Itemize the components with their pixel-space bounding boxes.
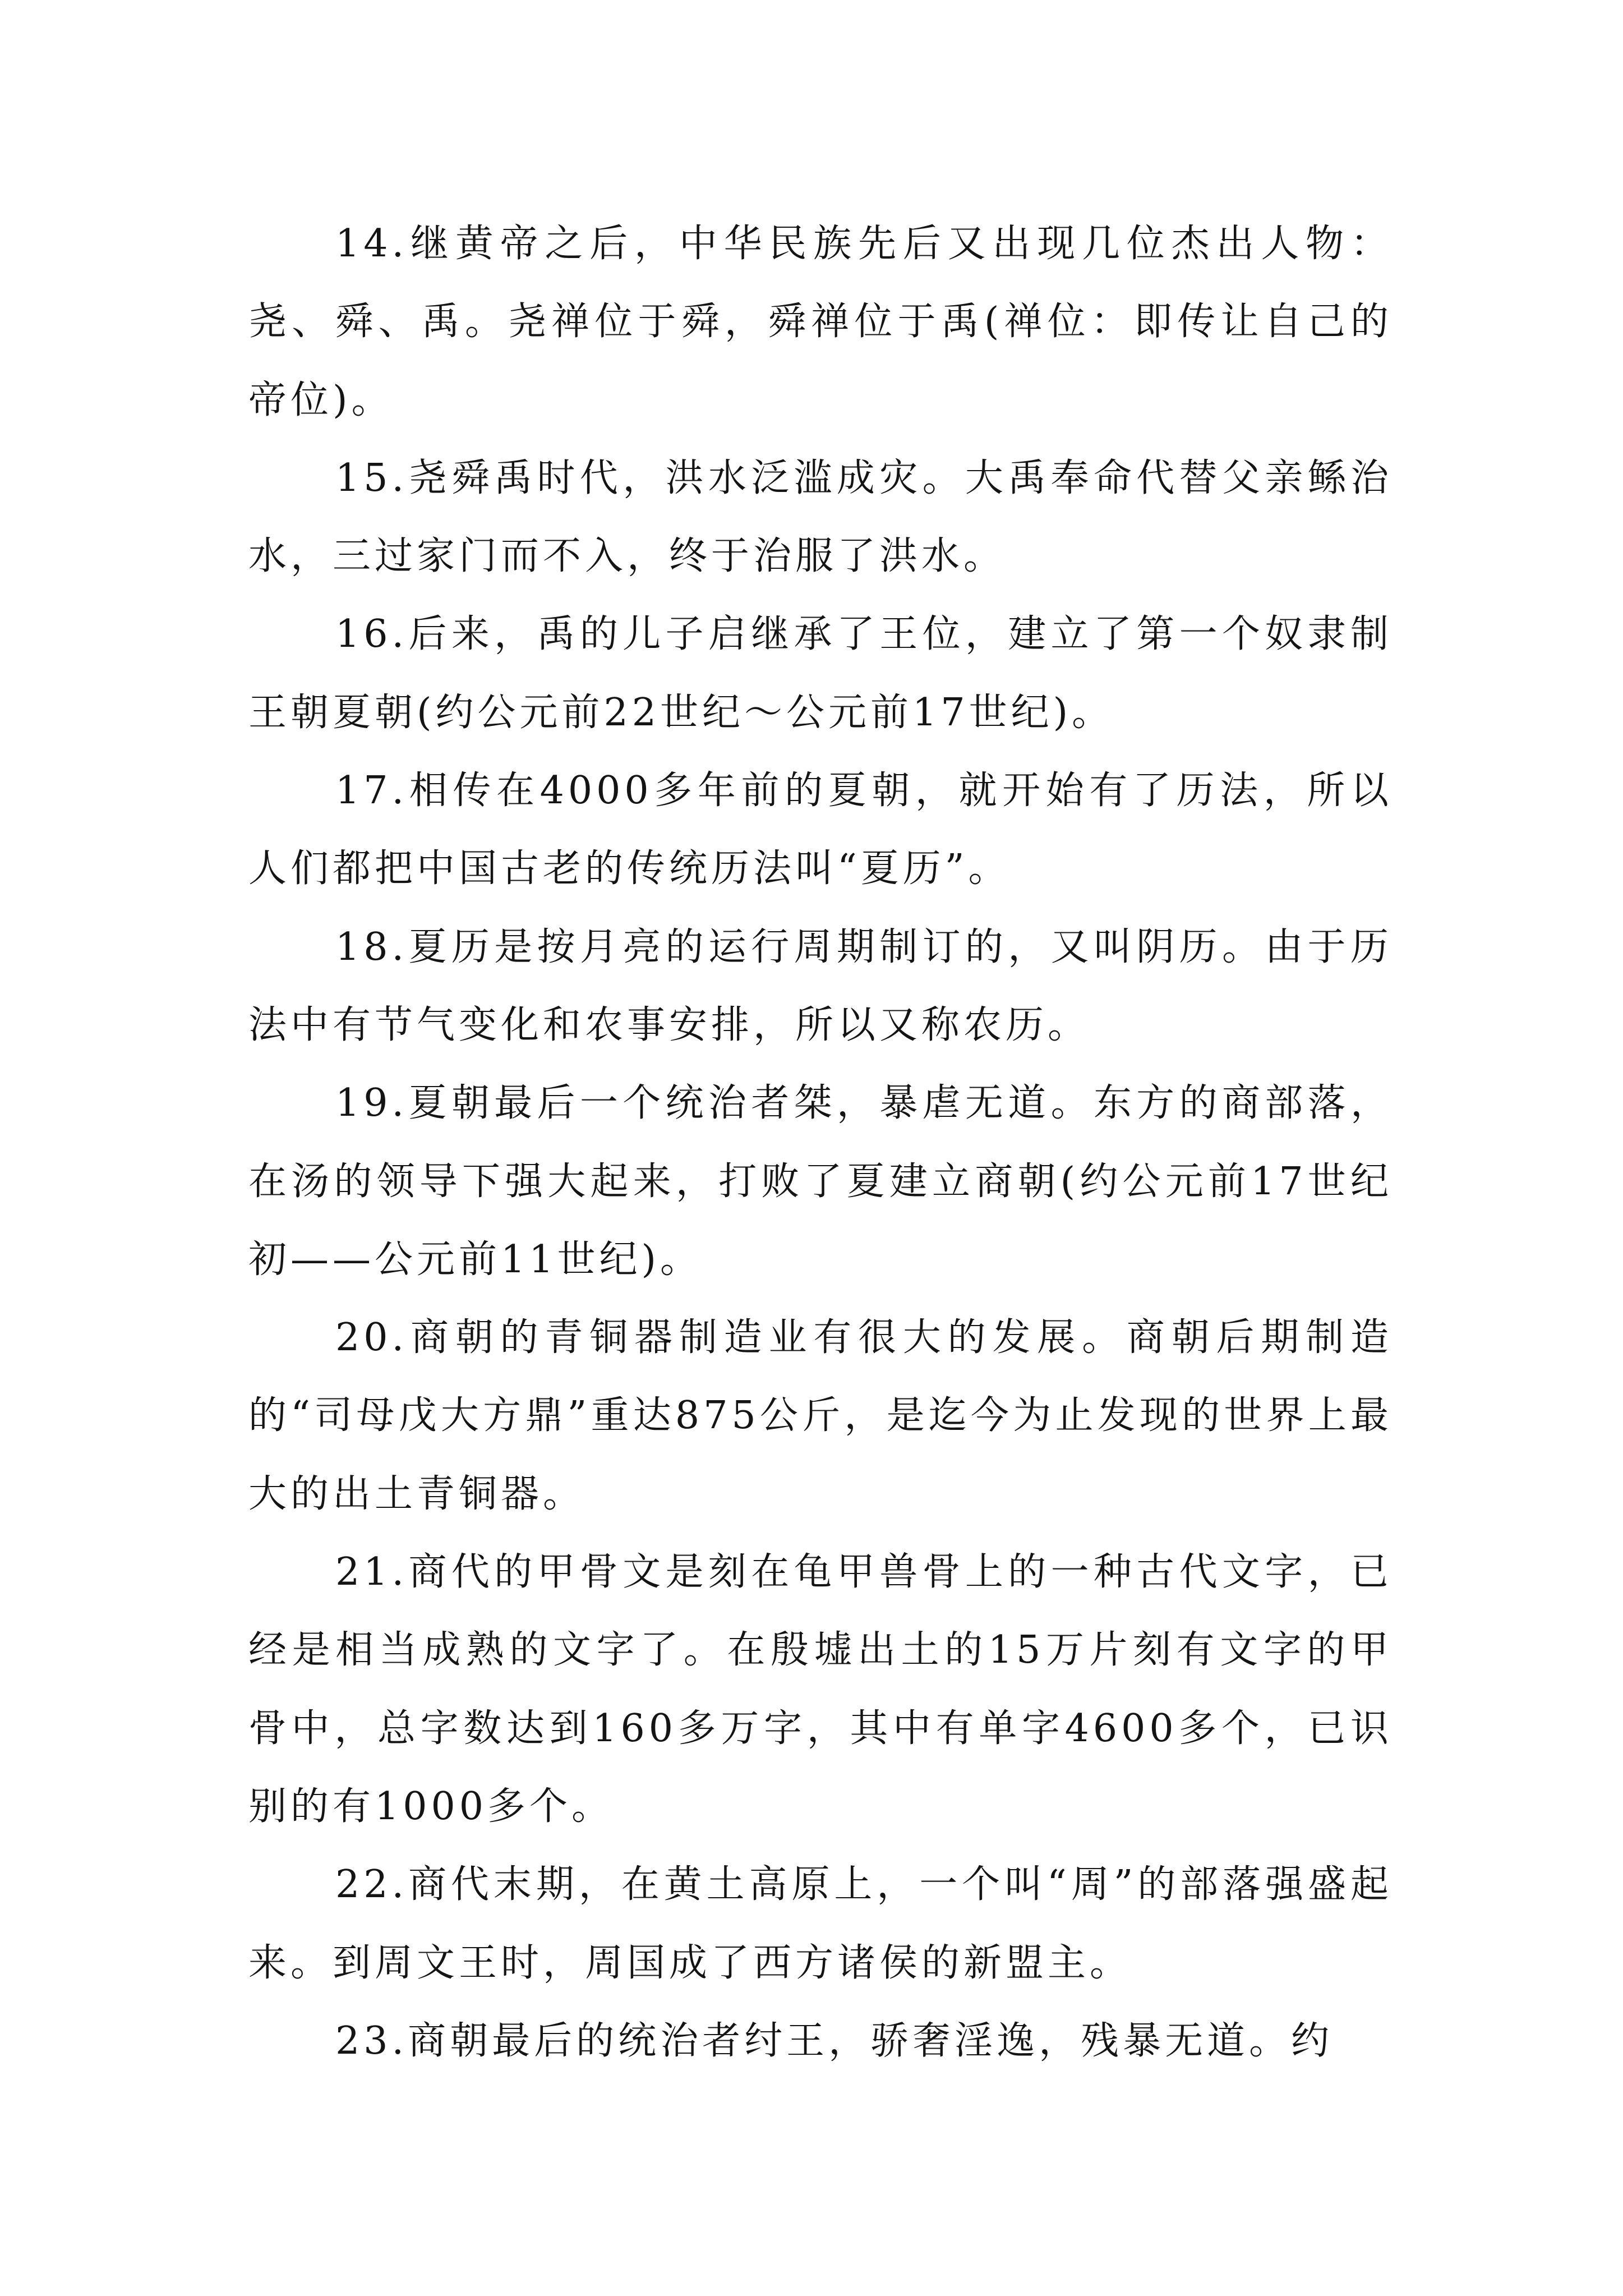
- paragraph-17: 17.相传在4000多年前的夏朝，就开始有了历法，所以人们都把中国古老的传统历法叫“夏历”。: [248, 769, 1393, 891]
- paragraph-14: 14.继黄帝之后，中华民族先后又出现几位杰出人物：尧、舜、禹。尧禅位于舜，舜禅位于禹(禅位：即传让自己的帝位)。: [248, 222, 1393, 422]
- paragraph-20: 20.商朝的青铜器制造业有很大的发展。商朝后期制造的“司母戊大方鼎”重达875公斤，是迄今为止发现的世界上最大的出土青铜器。: [248, 1315, 1393, 1516]
- paragraph-23: 23.商朝最后的统治者纣王，骄奢淫逸，残暴无道。约: [335, 2018, 1334, 2063]
- paragraph-15: 15.尧舜禹时代，洪水泛滥成灾。大禹奉命代替父亲鲧治水，三过家门而不入，终于治服了洪水。: [248, 455, 1393, 579]
- paragraph-19: 19.夏朝最后一个统治者桀，暴虐无道。东方的商部落，在汤的领导下强大起来，打败了夏建立商朝(约公元前17世纪初——公元前11世纪)。: [248, 1081, 1393, 1282]
- paragraph-22: 22.商代末期，在黄土高原上，一个叫“周”的部落强盛起来。到周文王时，周国成了西方诸侯的新盟主。: [248, 1862, 1393, 1985]
- paragraph-16: 16.后来，禹的儿子启继承了王位，建立了第一个奴隶制王朝夏朝(约公元前22世纪～公元前17世纪)。: [248, 612, 1393, 735]
- body-text: [248, 205, 1393, 2080]
- paragraph-18: 18.夏历是按月亮的运行周期制订的，又叫阴历。由于历法中有节气变化和农事安排，所以又称农历。: [248, 924, 1393, 1047]
- paragraph-21: 21.商代的甲骨文是刻在龟甲兽骨上的一种古代文字，已经是相当成熟的文字了。在殷墟出土的15万片刻有文字的甲骨中，总字数达到160多万字，其中有单字4600多个，已识别的有1000多个。: [248, 1550, 1393, 1829]
